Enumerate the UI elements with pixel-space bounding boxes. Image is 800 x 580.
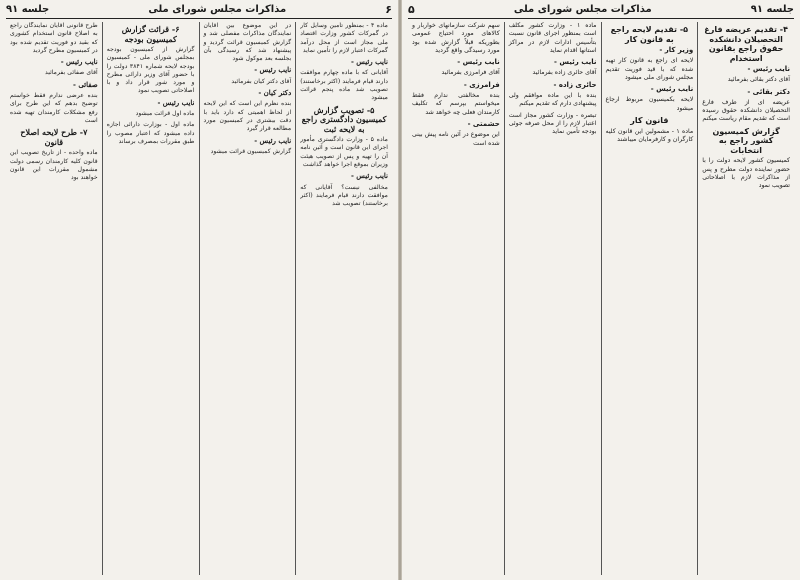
speaker-label: نایب رئیس - bbox=[650, 85, 694, 94]
paragraph: کمیسیون کشور لایحه دولت را با حضور نماینده دولت مطرح و پس از مذاکرات لازم با اصلاحاتی تصویب نمود bbox=[702, 157, 790, 190]
paragraph: لایحه بکمیسیون مربوط ارجاع میشود bbox=[605, 96, 694, 112]
section-heading: ۵- تقدیم لایحه راجع به قانون کار bbox=[610, 25, 689, 44]
speaker-label: نایب رئیس - bbox=[457, 58, 500, 67]
speaker-label: دکتر بقائی - bbox=[747, 87, 790, 96]
text-column bbox=[698, 22, 794, 575]
paragraph: در این موضوع بین آقایان نمایندگان مذاکرات مفصلی شد و گزارش کمیسیون قرائت گردید و پیشنهاد شد که رسیدگی بآن بجلسه بعد موکول شود bbox=[203, 22, 292, 63]
text-column bbox=[408, 22, 505, 575]
text-column bbox=[6, 22, 103, 575]
session-label: جلسه ۹۱ bbox=[6, 3, 50, 15]
speaker-label: نایب رئیس - bbox=[254, 135, 292, 145]
text-column bbox=[602, 22, 699, 575]
page-number: ۵ bbox=[408, 2, 415, 16]
paragraph: ماده ۱ - مشمولین این قانون کلیه کارگران و کارفرمایان میباشند bbox=[605, 127, 694, 143]
paragraph: آقای صفائی بفرمائید bbox=[44, 69, 98, 77]
page-number: ۶ bbox=[385, 2, 392, 16]
page-left bbox=[0, 0, 398, 580]
speaker-label: وزیر کار - bbox=[659, 46, 694, 54]
speaker-label: صفائی - bbox=[73, 79, 98, 89]
speaker-label: حائری زاده - bbox=[553, 80, 597, 89]
page-right bbox=[402, 0, 800, 580]
paragraph: بنده مخالفتی ندارم فقط میخواستم بپرسم که تکلیف کارمندان فعلی چه خواهد شد bbox=[412, 92, 500, 116]
section-heading: گزارش کمیسیون کشور راجع به انتخابات bbox=[712, 126, 780, 155]
column-group bbox=[6, 22, 392, 575]
section-heading: ۴- تقدیم عریضه فارغ التحصیلان دانشکده حقوق راجع بقانون استخدام bbox=[704, 25, 788, 63]
speaker-label: نایب رئیس - bbox=[60, 57, 98, 67]
paragraph: سهم شرکت سازمانهای خواربار و کالاهای مورد احتیاج عمومی بطوریکه قبلاً گزارش شده بود مورد رسیدگی واقع گردید bbox=[412, 22, 500, 54]
paragraph: بنده عرضی ندارم فقط خواستم توضیح بدهم که این طرح برای رفع مشکلات کارمندان تهیه شده است bbox=[10, 92, 98, 124]
paragraph: آقای حائری زاده بفرمائید bbox=[532, 69, 597, 77]
paragraph: آقای دکتر بقائی بفرمائید bbox=[727, 76, 790, 84]
text-column bbox=[200, 22, 297, 575]
speaker-label: فرامرزی - bbox=[463, 80, 500, 89]
column-group bbox=[408, 22, 794, 575]
paragraph: عریضه ای از طرف فارغ التحصیلان دانشکده حقوق رسیده است که تقدیم مقام ریاست میکنم bbox=[702, 98, 790, 123]
paragraph: ماده اول - بوزارت دارائی اجازه داده میشود که اعتبار مصوب را طبق مقررات بمصرف برساند bbox=[106, 121, 195, 145]
page-header bbox=[6, 0, 392, 19]
paragraph: ماده ۵ - وزارت دادگستری مأمور اجرای این قانون است و آئین نامه آن را تهیه و پس از تصویب هیئت وزیران بموقع اجرا خواهد گذاشت bbox=[300, 136, 389, 169]
speaker-label: نایب رئیس - bbox=[350, 57, 388, 67]
section-heading: ۶- قرائت گزارش کمیسیون بودجه bbox=[121, 24, 180, 44]
paragraph: ماده ۴ - بمنظور تأمین وسایل کار در گمرکات کشور وزارت اقتصاد ملی مجاز است از محل درآمد گمرکات اعتبار لازم را تأمین نماید bbox=[300, 22, 388, 54]
speaker-label: نایب رئیس - bbox=[350, 171, 388, 181]
paragraph: ماده اول قرائت میشود bbox=[135, 110, 195, 118]
paragraph: طرح قانونی آقایان نمایندگان راجع به اصلاح قانون استخدام کشوری که بقید دو فوریت تقدیم شده بود در کمیسیون مطرح گردید bbox=[10, 22, 98, 54]
page-header bbox=[408, 0, 794, 19]
paragraph: آقای فرامرزی بفرمائید bbox=[441, 69, 500, 77]
speaker-label: حشمتی - bbox=[467, 119, 500, 128]
paragraph: بنده نظرم این است که این لایحه از لحاظ اهمیتی که دارد باید با دقت بیشتری در کمیسیون مورد مطالعه قرار گیرد bbox=[203, 100, 292, 133]
text-column bbox=[296, 22, 392, 575]
section-heading: ۷- طرح لایحه اصلاح قانون bbox=[20, 127, 88, 147]
speaker-label: نایب رئیس - bbox=[157, 97, 195, 107]
page-title: مذاکرات مجلس شورای ملی bbox=[513, 3, 652, 15]
text-column bbox=[103, 22, 200, 575]
paragraph: گزارش از کمیسیون بودجه بمجلس شورای ملی - کمیسیون بودجه لایحه شماره ۳۸۴۱ دولت را با حضور آقای وزیر دارائی مطرح و مورد شور قرار داد و با اصلاحاتی تصویب نمود bbox=[106, 46, 195, 95]
paragraph: ماده واحده - از تاریخ تصویب این قانون کلیه کارمندان رسمی دولت مشمول مقررات این قانون خواهند بود bbox=[10, 149, 98, 182]
speaker-label: نایب رئیس - bbox=[747, 65, 790, 73]
text-column bbox=[505, 22, 602, 575]
session-label: جلسه ۹۱ bbox=[750, 3, 794, 15]
paragraph: گزارش کمیسیون قرائت میشود bbox=[210, 147, 292, 155]
speaker-label: نایب رئیس - bbox=[554, 58, 597, 67]
paragraph: ماده ۱ - وزارت کشور مکلف است بمنظور اجرای قانون نسبت بتأسیس ادارات لازم در مراکز استانها اقدام نماید bbox=[508, 22, 597, 54]
paragraph: تبصره - وزارت کشور مجاز است اعتبار لازم را از محل صرفه جوئی بودجه تأمین نماید bbox=[508, 111, 597, 136]
paragraph: مخالفی نیست؟ آقایانی که موافقت دارند قیام فرمایند (اکثر برخاستند) تصویب شد bbox=[300, 183, 388, 208]
paragraph: لایحه ای راجع به قانون کار تهیه شده که با قید فوریت تقدیم مجلس شورای ملی میشود bbox=[605, 57, 694, 81]
paragraph: این موضوع در آئین نامه پیش بینی شده است bbox=[412, 131, 500, 147]
paragraph: آقای دکتر کیان بفرمائید bbox=[231, 77, 292, 85]
paragraph: آقایانی که با ماده چهارم موافقت دارند قیام فرمایند (اکثر برخاستند) تصویب شد ماده پنجم قرائت میشود bbox=[300, 69, 388, 102]
page-title: مذاکرات مجلس شورای ملی bbox=[148, 3, 287, 15]
speaker-label: دکتر کیان - bbox=[258, 88, 292, 98]
section-heading: قانون کار bbox=[630, 116, 669, 126]
section-heading: ۵- تصویب گزارش کمیسیون دادگستری راجع به لایحه ثبت bbox=[301, 104, 387, 134]
speaker-label: نایب رئیس - bbox=[254, 65, 292, 75]
paragraph: بنده با این ماده موافقم ولی پیشنهادی دارم که تقدیم میکنم bbox=[508, 92, 597, 108]
